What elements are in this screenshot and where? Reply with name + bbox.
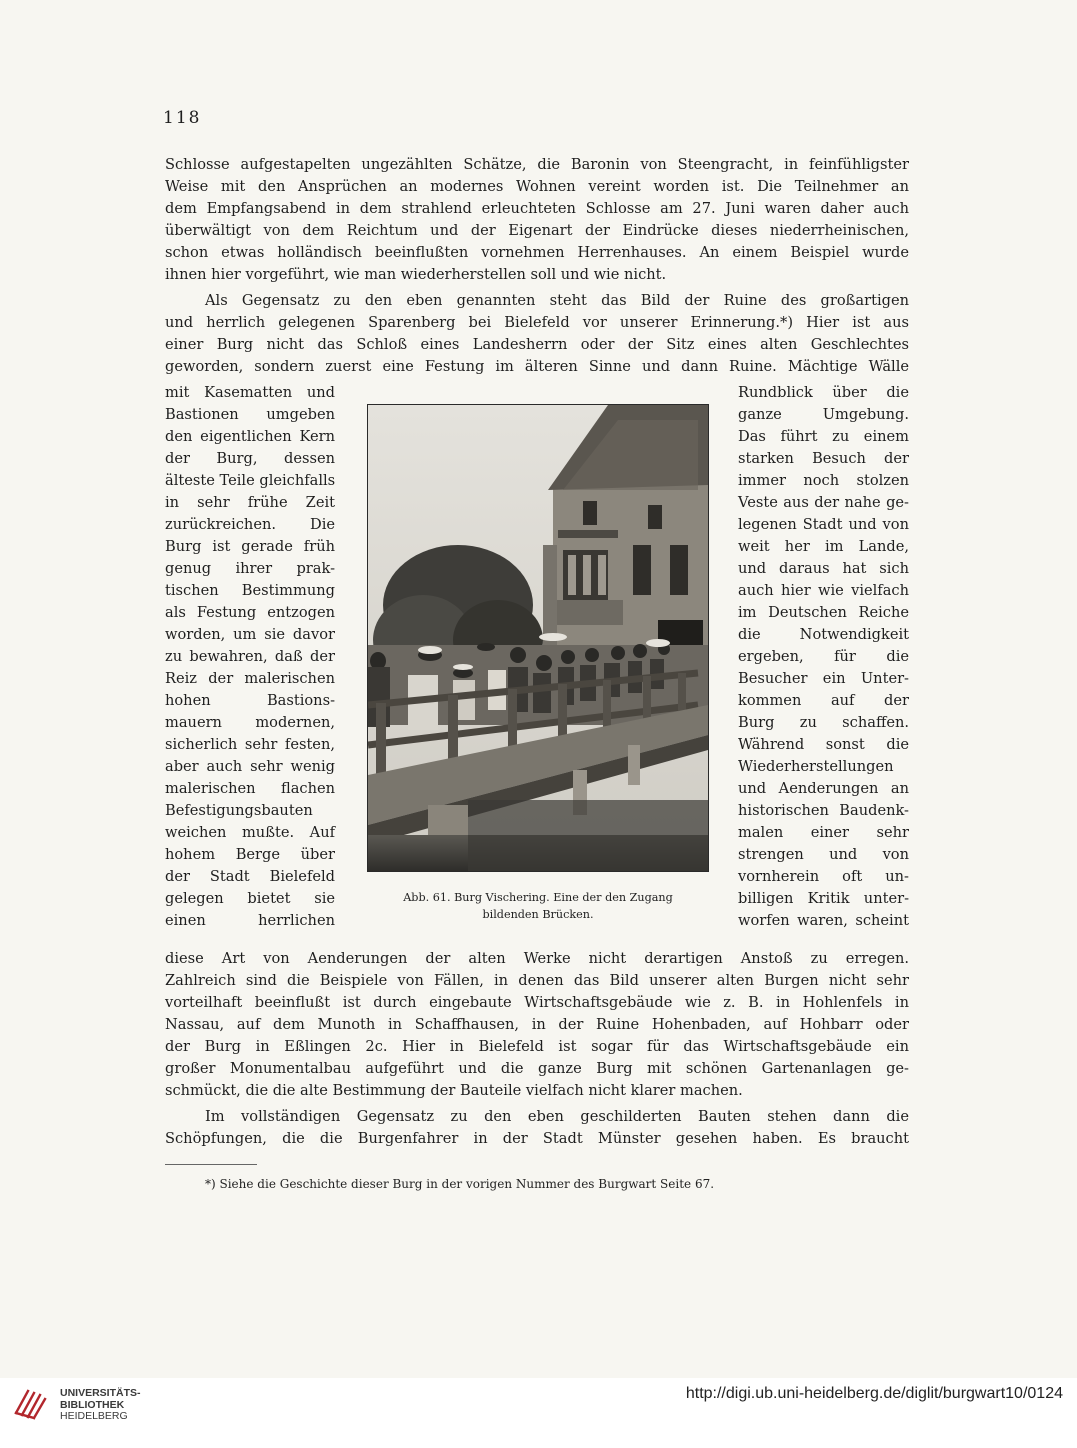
text-line: Im vollständigen Gegensatz zu den eben geschilderten Bauten stehen dann die [205,1108,909,1125]
text-line: Zahlreich sind die Beispiele von Fällen, in denen das Bild unserer alten Burgen nicht sehr [165,972,909,989]
column-right-line: ganze Umgebung. [738,406,909,423]
column-right-line: Während sonst die [738,736,909,753]
column-right-line: Veste aus der nahe ge- [738,494,909,511]
column-left-line: Befestigungsbauten [165,802,313,819]
column-left-line: Bastionen umgeben [165,406,335,423]
column-right-line: Wiederherstellungen [738,758,894,775]
column-left-line: hohen Bastions- [165,692,335,709]
logo-line: BIBLIOTHEK [60,1398,125,1411]
page-number: 118 [163,108,202,128]
column-right-line: weit her im Lande, [738,538,909,555]
footnote-rule [165,1164,257,1165]
column-right-line: historischen Baudenk- [738,802,909,819]
column-right-line: Burg zu schaffen. [738,714,909,731]
figure-photograph [367,404,709,872]
text-line: schon etwas holländisch beeinflußten vornehmen Herrenhauses. An einem Beispiel wurde [165,244,909,261]
column-right-line: im Deutschen Reiche [738,604,909,621]
column-right-line: kommen auf der [738,692,909,709]
text-line: ihnen hier vorgeführt, wie man wiederherstellen soll und wie nicht. [165,266,667,283]
column-left-line: Reiz der malerischen [165,670,335,687]
text-line: diese Art von Aenderungen der alten Werke nicht derartigen Anstoß zu erregen. [165,950,909,967]
column-left-line: älteste Teile gleichfalls [165,472,336,489]
column-left-line: weichen mußte. Auf [165,824,335,841]
library-logo-icon [12,1383,50,1421]
column-left-line: zurückreichen. Die [165,516,335,533]
text-line: dem Empfangsabend in dem strahlend erleuchteten Schlosse am 27. Juni waren daher auch [165,200,909,217]
logo-line: HEIDELBERG [60,1410,128,1422]
column-left-line: aber auch sehr wenig [165,758,335,775]
column-right-line: legenen Stadt und von [738,516,909,533]
column-right-line: und daraus hat sich [738,560,909,577]
text-line: der Burg in Eßlingen 2c. Hier in Bielefeld ist sogar für das Wirtschaftsgebäude ein [165,1038,909,1055]
column-right-line: und Aenderungen an [738,780,909,797]
text-line: Nassau, auf dem Munoth in Schaffhausen, in der Ruine Hohenbaden, auf Hohbarr oder [165,1016,909,1033]
column-left-line: sicherlich sehr festen, [165,736,335,753]
column-left-line: einen herrlichen [165,912,335,929]
column-left-line: zu bewahren, daß der [165,648,335,665]
library-logo-text [60,1388,141,1423]
logo-line: UNIVERSITÄTS- [60,1387,141,1399]
column-left-line: worden, um sie davor [165,626,335,643]
text-line: überwältigt von dem Reichtum und der Eigenart der Eindrücke dieses niederrheinischen, [165,222,909,239]
column-right-line: die Notwendigkeit [738,626,909,643]
column-right-line: immer noch stolzen [738,472,909,489]
column-right-line: billigen Kritik unter- [738,890,909,907]
column-left-line: mit Kasematten und [165,384,335,401]
source-url-link[interactable]: http://digi.ub.uni-heidelberg.de/diglit/burgwart10/0124 [685,1385,1063,1402]
column-left-line: als Festung entzogen [165,604,335,621]
text-line: schmückt, die die alte Bestimmung der Bauteile vielfach nicht klarer machen. [165,1082,743,1099]
caption-line: Abb. 61. Burg Vischering. Eine der den Zugang [403,891,673,904]
column-left-line: hohem Berge über [165,846,335,863]
photo-castle-bridge [368,405,708,871]
column-left-line: genug ihrer prak- [165,560,335,577]
column-left-line: malerischen flachen [165,780,335,797]
caption-line: bildenden Brücken. [482,908,594,921]
column-right-line: ergeben, für die [738,648,909,665]
column-right-line: malen einer sehr [738,824,909,841]
text-line: Weise mit den Ansprüchen an modernes Wohnen vereint worden ist. Die Teilnehmer an [165,178,909,195]
column-right-line: Besucher ein Unter- [738,670,909,687]
column-left-line: Burg ist gerade früh [165,538,335,555]
column-right-line: strengen und von [738,846,909,863]
column-left-line: mauern modernen, [165,714,335,731]
column-right-line: Rundblick über die [738,384,909,401]
column-left-line: der Burg, dessen [165,450,335,467]
text-line: Schlosse aufgestapelten ungezählten Schätze, die Baronin von Steengracht, in feinfühligster [165,156,909,173]
text-line: Schöpfungen, die die Burgenfahrer in der Stadt Münster gesehen haben. Es braucht [165,1130,909,1147]
text-line: großer Monumentalbau aufgeführt und die ganze Burg mit schönen Gartenanlagen ge- [165,1060,909,1077]
text-line: einer Burg nicht das Schloß eines Landesherrn oder der Sitz eines alten Geschlechtes [165,336,909,353]
column-right-line: worfen waren, scheint [738,912,909,929]
figure-caption [362,889,714,923]
column-left-line: den eigentlichen Kern [165,428,335,445]
text-line: und herrlich gelegenen Sparenberg bei Bielefeld vor unserer Erinnerung.*) Hier ist aus [165,314,909,331]
column-right-line: Das führt zu einem [738,428,909,445]
text-line: vorteilhaft beeinflußt ist durch eingebaute Wirtschaftsgebäude wie z. B. in Hohlenfels in [165,994,909,1011]
column-right-line: starken Besuch der [738,450,909,467]
column-left-line: tischen Bestimmung [165,582,335,599]
text-line: Als Gegensatz zu den eben genannten steht das Bild der Ruine des großartigen [205,292,909,309]
column-right-line: auch hier wie vielfach [738,582,909,599]
column-left-line: in sehr frühe Zeit [165,494,335,511]
column-right-line: vornherein oft un- [738,868,909,885]
footnote: *) Siehe die Geschichte dieser Burg in der vorigen Nummer des Burgwart Seite 67. [205,1177,715,1191]
column-left-line: gelegen bietet sie [165,890,335,907]
column-left-line: der Stadt Bielefeld [165,868,335,885]
text-line: geworden, sondern zuerst eine Festung im älteren Sinne und dann Ruine. Mächtige Wälle [165,358,909,375]
